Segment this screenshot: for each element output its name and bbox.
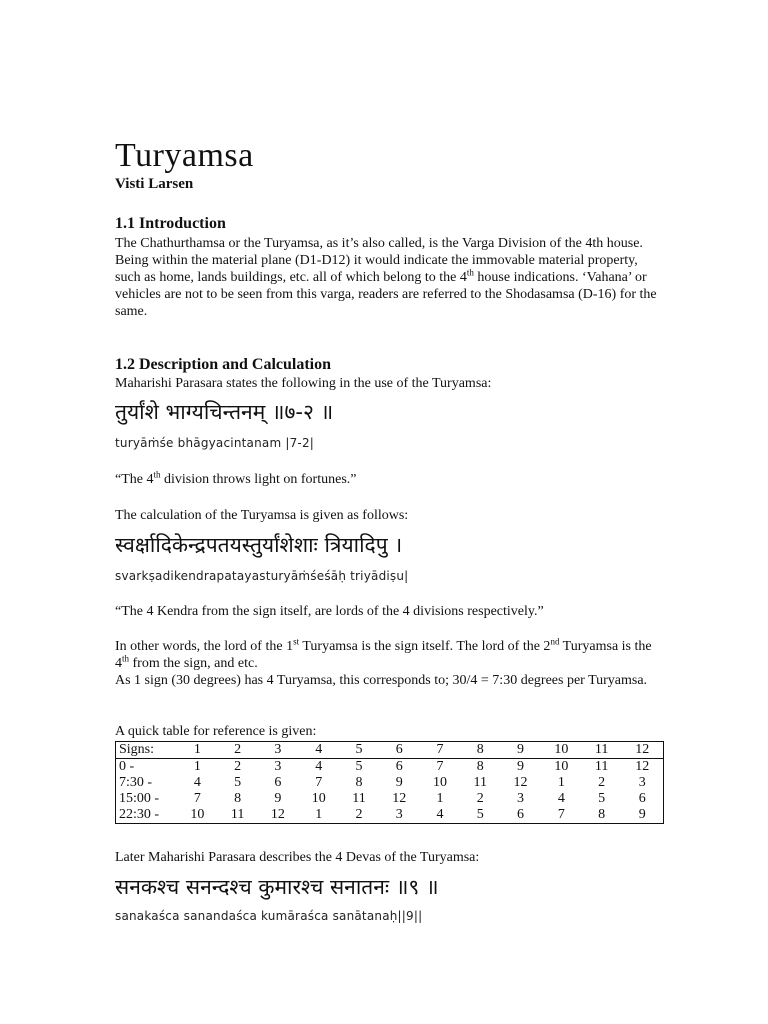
table-row	[116, 807, 664, 824]
verse-1-transliteration: turyāṁśe bhāgyacintanam |7-2|	[115, 436, 315, 450]
table-cell: 10	[541, 742, 582, 759]
table-cell: 3	[638, 775, 646, 790]
table-cell: 8	[460, 742, 500, 759]
desc-text-1: Maharishi Parasara states the following in the use of the Turyamsa:	[115, 376, 492, 391]
table-cell: 12	[270, 807, 285, 822]
table-cell: 5	[339, 742, 379, 759]
table-cell: 9	[500, 742, 541, 759]
table-row-label: 15:00 -	[119, 791, 160, 806]
table-cell: 11	[473, 775, 488, 790]
table-cell: 6	[379, 742, 420, 759]
quote-1a: “The 4	[115, 472, 154, 487]
table-header-row	[116, 742, 664, 759]
verse-3-devanagari: सनकश्च सनन्दश्च कुमारश्च सनातनः ॥९ ॥	[115, 875, 439, 899]
table-cell: 7	[420, 742, 461, 759]
table-cell: 6	[517, 807, 525, 822]
table-cell: 8	[476, 759, 484, 774]
table-cell: 9	[638, 807, 646, 822]
table-cell: 11	[352, 791, 366, 806]
table-cell: 2	[355, 807, 363, 822]
table-cell: 5	[476, 807, 484, 822]
table-cell: 10	[311, 791, 326, 806]
table-row-label: Signs:	[116, 742, 178, 759]
table-cell: 10	[433, 775, 448, 790]
intro-paragraph	[115, 235, 660, 320]
text-run: In other words, the lord of the 1	[115, 639, 294, 654]
table-cell: 4	[436, 807, 444, 822]
table-cell: 3	[257, 742, 298, 759]
desc-text-6: Later Maharishi Parasara describes the 4 Devas of the Turyamsa:	[115, 850, 480, 865]
table-cell: 12	[392, 791, 407, 806]
desc-text-5: A quick table for reference is given:	[115, 724, 317, 739]
table-cell: 10	[190, 807, 205, 822]
table-cell: 11	[582, 742, 622, 759]
table-cell: 8	[234, 791, 242, 806]
table-cell: 4	[193, 775, 201, 790]
quote-2: “The 4 Kendra from the sign itself, are lords of the 4 divisions respectively.”	[115, 604, 544, 619]
table-row	[116, 791, 664, 807]
table-row-label: 0 -	[119, 759, 135, 774]
table-cell: 1	[177, 742, 218, 759]
table-cell: 8	[355, 775, 363, 790]
intro-text-2b: house indications. ‘Vahana’ or vehicles are not to be seen from this varga, readers are referred to the Shodasamsa (D-16) for the same.	[115, 270, 657, 319]
table-cell: 7	[193, 791, 201, 806]
table-cell: 8	[598, 807, 606, 822]
quote-1	[115, 471, 660, 488]
superscript: nd	[550, 636, 560, 647]
table-cell: 1	[193, 759, 201, 774]
table-cell: 12	[513, 775, 528, 790]
table-cell: 2	[218, 742, 258, 759]
table-cell: 12	[635, 759, 650, 774]
document-title: Turyamsa	[115, 137, 254, 174]
table-cell: 3	[395, 807, 403, 822]
desc-text-3-body	[115, 638, 660, 672]
superscript: th	[122, 653, 130, 664]
intro-text-2a: Being within the material plane (D1-D12) it would indicate the immovable material property, such as home, lands buildings, etc. all of which belong to the 4	[115, 253, 638, 285]
superscript: th	[466, 267, 474, 278]
table-cell: 9	[395, 775, 403, 790]
table-cell: 6	[274, 775, 282, 790]
desc-text-4: As 1 sign (30 degrees) has 4 Turyamsa, this corresponds to; 30/4 = 7:30 degrees per Turyamsa.	[115, 673, 648, 688]
text-run: Turyamsa is the sign itself. The lord of the 2	[299, 639, 551, 654]
intro-text-1: The Chathurthamsa or the Turyamsa, as it’s also called, is the Varga Division of the 4th house.	[115, 236, 643, 251]
table-cell: 7	[315, 775, 323, 790]
verse-1-devanagari: तुर्यांशे भाग्यचिन्तनम् ॥७-२ ॥	[115, 400, 334, 424]
table-cell: 5	[598, 791, 606, 806]
table-cell: 3	[274, 759, 282, 774]
table-cell: 1	[315, 807, 323, 822]
table-cell: 7	[436, 759, 444, 774]
verse-2-devanagari: स्वर्क्षादिकेन्द्रपतयस्तुर्यांशेशाः त्रियादिपु ।	[115, 533, 403, 557]
table-cell: 4	[315, 759, 323, 774]
table-cell: 3	[517, 791, 525, 806]
author-name: Visti Larsen	[115, 176, 194, 192]
table-cell: 5	[355, 759, 363, 774]
table-cell: 2	[598, 775, 606, 790]
table-cell: 2	[234, 759, 242, 774]
verse-2-transliteration: svarkṣadikendrapatayasturyāṁśeśāḥ triyādiṣu|	[115, 569, 409, 583]
section-heading-introduction: 1.1 Introduction	[115, 215, 226, 232]
table-row	[116, 775, 664, 791]
turyamsa-reference-table	[115, 741, 664, 824]
table-row-label: 7:30 -	[119, 775, 153, 790]
table-cell: 11	[230, 807, 245, 822]
table-cell: 9	[274, 791, 282, 806]
table-cell: 6	[638, 791, 646, 806]
table-cell: 10	[554, 759, 569, 774]
table-body	[116, 742, 664, 824]
desc-text-3	[115, 638, 660, 689]
table-cell: 2	[476, 791, 484, 806]
verse-3-transliteration: sanakaśca sanandaśca kumāraśca sanātanaḥ||9||	[115, 909, 423, 923]
intro-text-2	[115, 252, 660, 320]
table-cell: 7	[557, 807, 565, 822]
superscript: th	[153, 469, 161, 480]
desc-text-2: The calculation of the Turyamsa is given as follows:	[115, 508, 409, 523]
table-row	[116, 759, 664, 776]
table-cell: 4	[298, 742, 339, 759]
table-cell: 11	[594, 759, 609, 774]
text-run: Turyamsa is the 4	[115, 639, 652, 671]
table-cell: 4	[557, 791, 565, 806]
text-run: from the sign, and etc.	[129, 656, 258, 671]
table-cell: 1	[436, 791, 444, 806]
section-heading-description: 1.2 Description and Calculation	[115, 356, 332, 373]
table-cell: 12	[621, 742, 663, 759]
table-row-label: 22:30 -	[119, 807, 160, 822]
table-cell: 5	[234, 775, 242, 790]
superscript: st	[293, 636, 300, 647]
quote-1b: division throws light on fortunes.”	[160, 472, 357, 487]
table-cell: 6	[395, 759, 403, 774]
table-cell: 1	[557, 775, 565, 790]
table-cell: 9	[517, 759, 525, 774]
